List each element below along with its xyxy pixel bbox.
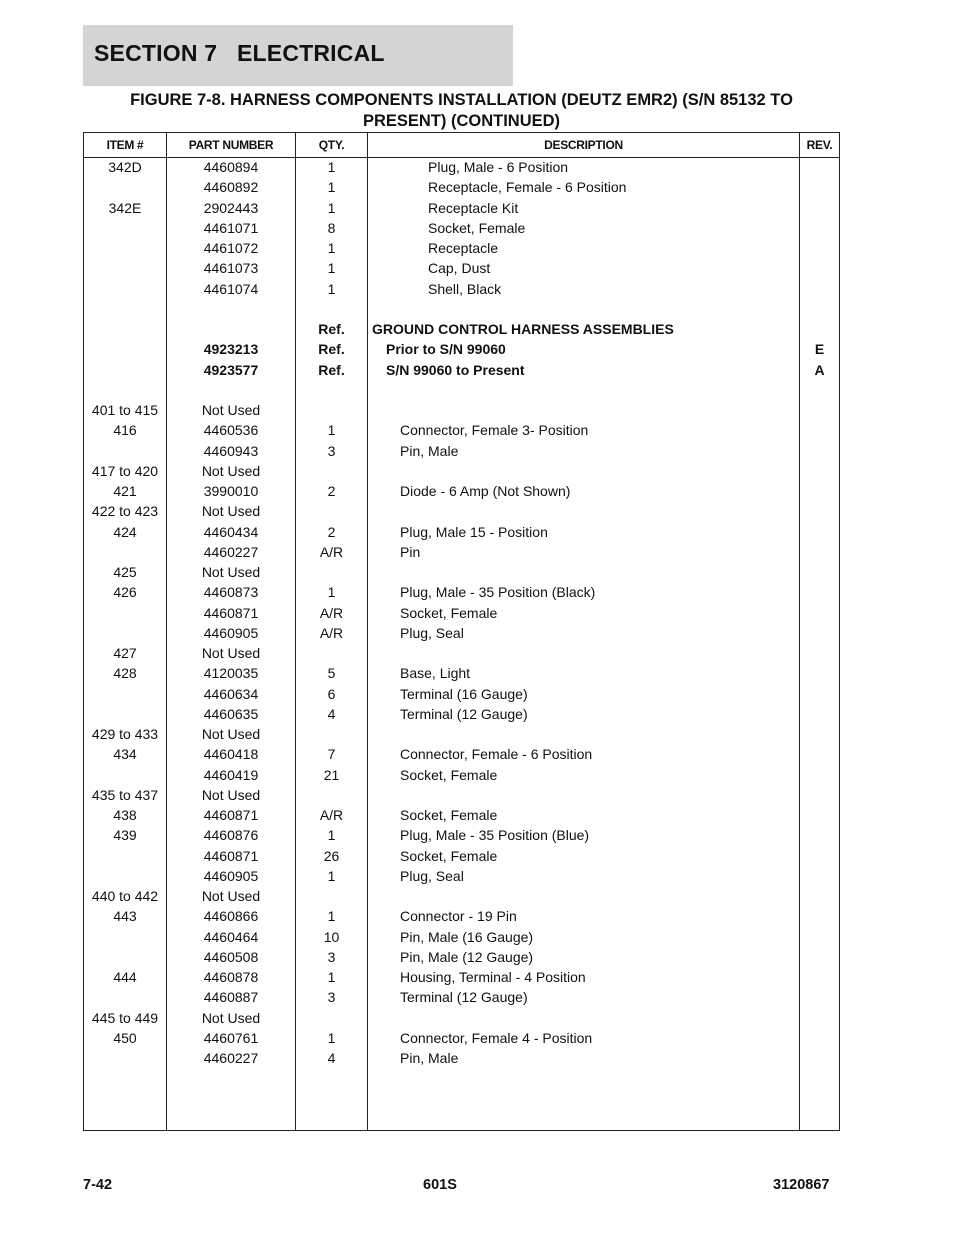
description-cell: Socket, Female xyxy=(400,766,498,783)
part-number-cell: 4460227 xyxy=(203,1050,259,1066)
qty-cell: 2 xyxy=(327,483,336,499)
table-row xyxy=(84,967,839,987)
figure-title-line-1: FIGURE 7-8. HARNESS COMPONENTS INSTALLATION (DEUTZ EMR2) (S/N 85132 TO xyxy=(130,91,793,109)
description-cell: Plug, Male - 35 Position (Blue) xyxy=(400,827,590,844)
rev-cell: E xyxy=(814,341,825,358)
qty-cell: 26 xyxy=(323,847,340,864)
description-cell: Socket, Female xyxy=(428,219,526,236)
qty-cell: 10 xyxy=(323,928,340,945)
qty-cell: 4 xyxy=(327,705,336,722)
table-row xyxy=(84,461,839,481)
part-number-cell: Not Used xyxy=(201,503,261,520)
item-cell: 342E xyxy=(108,199,142,216)
description-cell: Terminal (12 Gauge) xyxy=(400,989,528,1006)
table-row xyxy=(84,258,839,278)
table-row xyxy=(84,1048,839,1068)
qty-cell: 1 xyxy=(327,908,336,925)
qty-cell: 1 xyxy=(327,1029,336,1046)
qty-cell: 5 xyxy=(327,665,336,682)
table-body xyxy=(84,157,839,1068)
item-cell: 425 xyxy=(113,564,137,580)
item-cell: 421 xyxy=(113,483,137,499)
header-part-number: PART NUMBER xyxy=(188,138,274,152)
item-cell: 428 xyxy=(113,665,137,682)
table-row xyxy=(84,825,839,845)
part-number-cell: Not Used xyxy=(201,1009,261,1026)
part-number-cell: 4460873 xyxy=(203,584,259,601)
table-row xyxy=(84,319,839,339)
part-number-cell: Not Used xyxy=(201,564,261,580)
description-cell: S/N 99060 to Present xyxy=(386,361,525,378)
part-number-cell: Not Used xyxy=(201,726,261,742)
qty-cell: 6 xyxy=(327,685,336,702)
table-row xyxy=(84,744,839,764)
qty-cell: 7 xyxy=(327,746,336,763)
table-row xyxy=(84,339,839,359)
description-cell: Plug, Seal xyxy=(400,867,464,884)
qty-cell: 1 xyxy=(327,159,336,175)
part-number-cell: 4460418 xyxy=(203,746,259,763)
parts-table xyxy=(83,132,840,1131)
qty-cell: Ref. xyxy=(318,361,345,378)
description-cell: Pin xyxy=(400,543,421,560)
description-cell: Prior to S/N 99060 xyxy=(386,341,506,358)
section-title: SECTION 7 ELECTRICAL xyxy=(94,40,385,66)
table-row xyxy=(84,1008,839,1028)
qty-cell: 2 xyxy=(327,523,336,540)
description-cell: Plug, Seal xyxy=(400,624,464,641)
qty-cell: 1 xyxy=(327,280,336,297)
item-cell: 417 to 420 xyxy=(91,462,159,479)
item-cell: 427 xyxy=(113,645,137,661)
header-rev: REV. xyxy=(806,138,833,152)
description-cell: Diode - 6 Amp (Not Shown) xyxy=(400,483,571,499)
table-row xyxy=(84,198,839,218)
table-row xyxy=(84,481,839,501)
figure-title xyxy=(83,90,840,132)
table-row xyxy=(84,866,839,886)
item-cell: 450 xyxy=(113,1029,137,1046)
part-number-cell: Not Used xyxy=(201,888,261,904)
item-cell: 434 xyxy=(113,746,137,763)
part-number-cell: 4460536 xyxy=(203,422,259,439)
header-item: ITEM # xyxy=(106,138,144,152)
table-row xyxy=(84,1028,839,1048)
part-number-cell: 4461072 xyxy=(203,240,259,256)
table-row xyxy=(84,360,839,380)
qty-cell: 1 xyxy=(327,260,336,277)
part-number-cell: 4460871 xyxy=(203,847,259,864)
item-cell: 426 xyxy=(113,584,137,601)
part-number-cell: 4461071 xyxy=(203,219,259,236)
table-row xyxy=(84,704,839,724)
table-row xyxy=(84,299,839,319)
part-number-cell: 4923213 xyxy=(203,341,259,358)
part-number-cell: Not Used xyxy=(201,462,261,479)
description-cell: Socket, Female xyxy=(400,604,498,621)
table-row xyxy=(84,906,839,926)
description-cell: Plug, Male - 35 Position (Black) xyxy=(400,584,596,601)
part-number-cell: 3990010 xyxy=(203,483,259,499)
part-number-cell: 4460419 xyxy=(203,766,259,783)
table-row xyxy=(84,542,839,562)
description-cell: Shell, Black xyxy=(428,280,502,297)
description-cell: Terminal (12 Gauge) xyxy=(400,705,528,722)
part-number-cell: 4460761 xyxy=(203,1029,259,1046)
description-cell: Socket, Female xyxy=(400,807,498,823)
item-cell: 435 to 437 xyxy=(91,786,159,803)
item-cell: 424 xyxy=(113,523,137,540)
description-cell: Pin, Male xyxy=(400,1050,459,1066)
part-number-cell: 4460634 xyxy=(203,685,259,702)
description-cell: Receptacle xyxy=(428,240,499,256)
table-row xyxy=(84,157,839,177)
part-number-cell: 4460894 xyxy=(203,159,259,175)
part-number-cell: 4460434 xyxy=(203,523,259,540)
item-cell: 443 xyxy=(113,908,137,925)
item-cell: 429 to 433 xyxy=(91,726,159,742)
description-cell: Pin, Male (12 Gauge) xyxy=(400,948,534,965)
qty-cell: 21 xyxy=(323,766,340,783)
part-number-cell: 4460635 xyxy=(203,705,259,722)
part-number-cell: Not Used xyxy=(201,402,261,418)
description-cell: Base, Light xyxy=(400,665,471,682)
item-cell: 438 xyxy=(113,807,137,823)
qty-cell: 1 xyxy=(327,240,336,256)
description-cell: Receptacle, Female - 6 Position xyxy=(428,179,627,196)
description-cell: Connector, Female 3- Position xyxy=(400,422,589,439)
qty-cell: 3 xyxy=(327,948,336,965)
part-number-cell: 4460892 xyxy=(203,179,259,196)
description-cell: Connector, Female 4 - Position xyxy=(400,1029,593,1046)
rev-cell: A xyxy=(814,361,825,378)
table-row xyxy=(84,279,839,299)
item-cell: 439 xyxy=(113,827,137,844)
table-row xyxy=(84,724,839,744)
footer-model: 601S xyxy=(423,1177,457,1193)
description-cell: GROUND CONTROL HARNESS ASSEMBLIES xyxy=(372,321,674,337)
qty-cell: 1 xyxy=(327,179,336,196)
part-number-cell: 2902443 xyxy=(203,199,259,216)
qty-cell: 1 xyxy=(327,827,336,844)
description-cell: Receptacle Kit xyxy=(428,199,519,216)
qty-cell: 3 xyxy=(327,442,336,459)
description-cell: Connector, Female - 6 Position xyxy=(400,746,593,763)
qty-cell: 1 xyxy=(327,584,336,601)
item-cell: 342D xyxy=(108,159,142,175)
figure-title-line-2: PRESENT) (CONTINUED) xyxy=(362,112,561,130)
part-number-cell: 4460878 xyxy=(203,969,259,985)
description-cell: Connector - 19 Pin xyxy=(400,908,517,925)
table-row xyxy=(84,765,839,785)
table-row xyxy=(84,663,839,683)
table-row xyxy=(84,785,839,805)
table-row xyxy=(84,400,839,420)
qty-cell: 3 xyxy=(327,989,336,1006)
part-number-cell: 4460508 xyxy=(203,948,259,965)
item-cell: 422 to 423 xyxy=(91,503,159,520)
part-number-cell: 4460905 xyxy=(203,867,259,884)
table-row xyxy=(84,623,839,643)
qty-cell: Ref. xyxy=(318,341,345,358)
description-cell: Terminal (16 Gauge) xyxy=(400,685,528,702)
table-row xyxy=(84,218,839,238)
description-cell: Pin, Male xyxy=(400,442,459,459)
table-row xyxy=(84,441,839,461)
table-row xyxy=(84,684,839,704)
table-row xyxy=(84,927,839,947)
footer-page-number: 7-42 xyxy=(83,1177,113,1193)
header-description: DESCRIPTION xyxy=(544,138,623,152)
footer-doc-number: 3120867 xyxy=(773,1177,830,1193)
part-number-cell: Not Used xyxy=(201,645,261,661)
part-number-cell: 4460871 xyxy=(203,807,259,823)
part-number-cell: Not Used xyxy=(201,786,261,803)
description-cell: Cap, Dust xyxy=(428,260,491,277)
item-cell: 445 to 449 xyxy=(91,1009,159,1026)
table-row xyxy=(84,886,839,906)
qty-cell: A/R xyxy=(319,807,344,823)
qty-cell: Ref. xyxy=(318,321,345,337)
part-number-cell: 4461074 xyxy=(203,280,259,297)
description-cell: Socket, Female xyxy=(400,847,498,864)
description-cell: Pin, Male (16 Gauge) xyxy=(400,928,534,945)
qty-cell: A/R xyxy=(319,543,344,560)
table-row xyxy=(84,522,839,542)
part-number-cell: 4120035 xyxy=(203,665,259,682)
item-cell: 401 to 415 xyxy=(91,402,159,418)
table-row xyxy=(84,238,839,258)
part-number-cell: 4460871 xyxy=(203,604,259,621)
part-number-cell: 4923577 xyxy=(203,361,259,378)
table-row xyxy=(84,805,839,825)
qty-cell: 1 xyxy=(327,199,336,216)
qty-cell: 4 xyxy=(327,1050,336,1066)
table-row xyxy=(84,947,839,967)
qty-cell: 1 xyxy=(327,422,336,439)
qty-cell: 8 xyxy=(327,219,336,236)
table-row xyxy=(84,177,839,197)
part-number-cell: 4461073 xyxy=(203,260,259,277)
part-number-cell: 4460464 xyxy=(203,928,259,945)
part-number-cell: 4460887 xyxy=(203,989,259,1006)
table-row xyxy=(84,501,839,521)
table-row xyxy=(84,987,839,1007)
qty-cell: 1 xyxy=(327,969,336,985)
part-number-cell: 4460943 xyxy=(203,442,259,459)
table-row xyxy=(84,420,839,440)
item-cell: 416 xyxy=(113,422,137,439)
table-row xyxy=(84,562,839,582)
part-number-cell: 4460905 xyxy=(203,624,259,641)
table-row xyxy=(84,846,839,866)
table-row xyxy=(84,582,839,602)
part-number-cell: 4460876 xyxy=(203,827,259,844)
description-cell: Housing, Terminal - 4 Position xyxy=(400,969,586,985)
qty-cell: A/R xyxy=(319,624,344,641)
table-row xyxy=(84,380,839,400)
part-number-cell: 4460227 xyxy=(203,543,259,560)
qty-cell: 1 xyxy=(327,867,336,884)
description-cell: Plug, Male 15 - Position xyxy=(400,523,548,540)
item-cell: 440 to 442 xyxy=(91,888,159,904)
table-row xyxy=(84,603,839,623)
header-qty: QTY. xyxy=(318,138,345,152)
item-cell: 444 xyxy=(113,969,137,985)
table-row xyxy=(84,643,839,663)
description-cell: Plug, Male - 6 Position xyxy=(428,159,569,175)
qty-cell: A/R xyxy=(319,604,344,621)
part-number-cell: 4460866 xyxy=(203,908,259,925)
